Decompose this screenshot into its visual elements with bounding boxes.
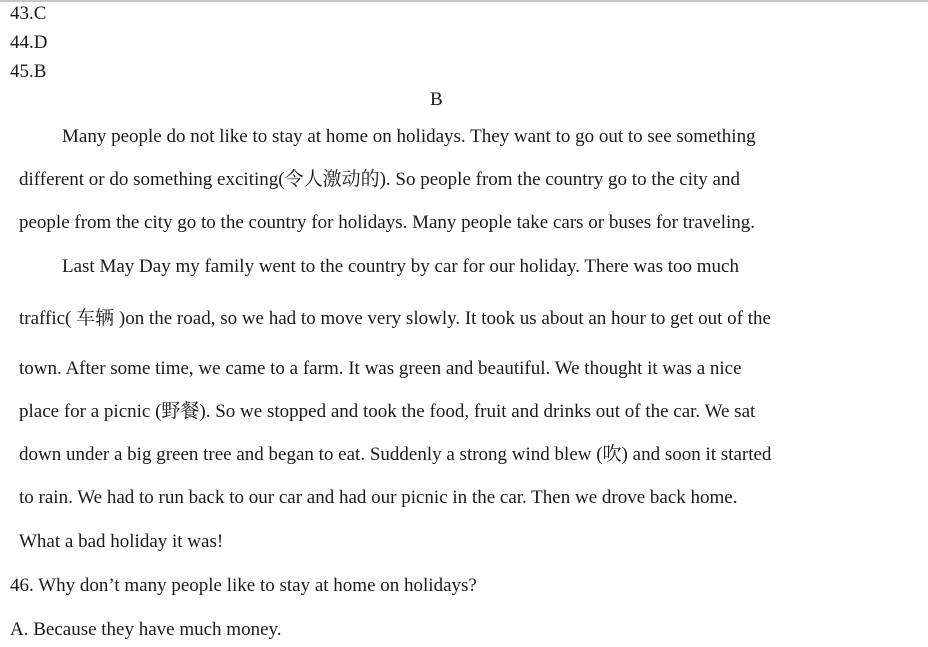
answer-43: 43.C <box>10 3 47 24</box>
passage-line: Many people do not like to stay at home on holidays. They want to go out to see something <box>62 126 756 147</box>
top-divider <box>0 0 928 2</box>
passage-line: traffic( 车辆 )on the road, so we had to move very slowly. It took us about an hour to get out of the <box>19 308 771 329</box>
passage-line: to rain. We had to run back to our car and had our picnic in the car. Then we drove back home. <box>19 487 738 508</box>
passage-line: people from the city go to the country for holidays. Many people take cars or buses for traveling. <box>19 212 756 233</box>
passage-line: town. After some time, we came to a farm. It was green and beautiful. We thought it was a nice <box>19 358 742 379</box>
answer-45: 45.B <box>10 61 47 82</box>
answer-44: 44.D <box>10 32 48 53</box>
passage-line: down under a big green tree and began to eat. Suddenly a strong wind blew (吹) and soon it started <box>19 444 772 465</box>
passage-line: What a bad holiday it was! <box>19 531 224 552</box>
passage-line: different or do something exciting(令人激动的). So people from the country go to the city and <box>19 169 740 190</box>
section-letter: B <box>430 89 443 110</box>
passage-line: Last May Day my family went to the country by car for our holiday. There was too much <box>62 256 739 277</box>
option-a: A. Because they have much money. <box>10 619 282 640</box>
question-46: 46. Why don’t many people like to stay at home on holidays? <box>10 575 477 596</box>
passage-line: place for a picnic (野餐). So we stopped and took the food, fruit and drinks out of the car. We sat <box>19 401 756 422</box>
